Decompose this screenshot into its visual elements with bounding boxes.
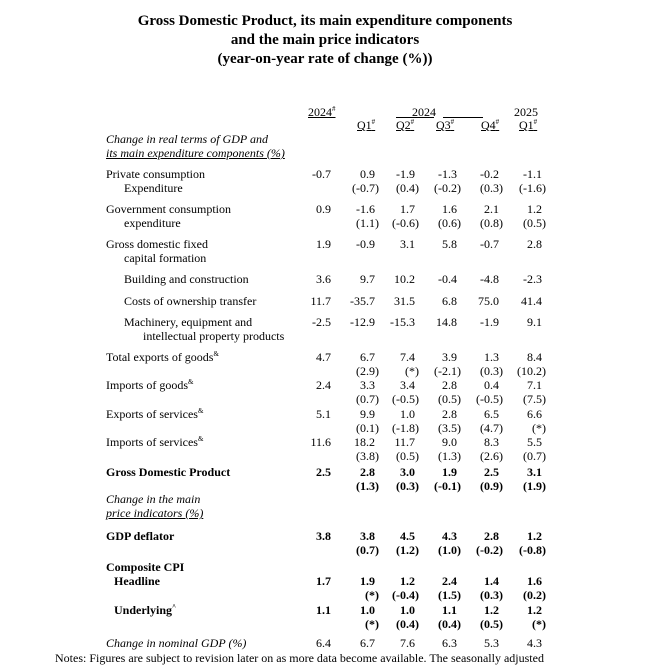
subcell-q1-2024: (0.7) (356, 543, 379, 557)
cell-annual-2024: 3.8 (316, 529, 331, 543)
cell-q1-2025: 8.4 (527, 350, 542, 364)
cell-q3-2024: -1.3 (438, 167, 457, 181)
subcell-q2-2024: (-0.5) (392, 392, 419, 406)
header-q1-2024: Q1# (357, 118, 376, 132)
cell-annual-2024: -2.5 (312, 315, 331, 329)
subcell-q3-2024: (0.6) (438, 216, 461, 230)
section-heading-real: Change in real terms of GDP and its main expenditure components (%) (106, 132, 285, 160)
cell-q4-2024: 2.5 (484, 465, 499, 479)
subcell-q1-2025: (1.9) (523, 479, 546, 493)
subcell-q1-2024: (2.9) (356, 364, 379, 378)
cell-annual-2024: 0.9 (316, 202, 331, 216)
cell-q3-2024: 5.8 (442, 237, 457, 251)
subcell-q1-2025: (*) (532, 421, 546, 435)
subcell-q4-2024: (4.7) (480, 421, 503, 435)
cell-q1-2024: -35.7 (350, 294, 375, 308)
cell-q3-2024: 1.1 (442, 603, 457, 617)
cell-q3-2024: 14.8 (436, 315, 457, 329)
cell-q1-2025: 1.2 (527, 202, 542, 216)
cell-q2-2024: 7.4 (400, 350, 415, 364)
subcell-q2-2024: (-0.4) (392, 588, 419, 602)
cell-annual-2024: 4.7 (316, 350, 331, 364)
row-label: Underlying^ (114, 603, 177, 617)
subcell-q1-2024: (0.7) (356, 392, 379, 406)
subcell-q1-2024: (0.1) (356, 421, 379, 435)
footnote: Notes: Figures are subject to revision later on as more data become available. The seasonally adjusted (55, 651, 544, 665)
cell-q2-2024: 1.2 (400, 574, 415, 588)
subcell-q3-2024: (1.0) (438, 543, 461, 557)
cell-q3-2024: 1.6 (442, 202, 457, 216)
header-year-2024-quarters: 2024 (412, 105, 436, 119)
cell-q1-2024: 2.8 (360, 465, 375, 479)
cell-q4-2024: -0.7 (480, 237, 499, 251)
cell-q1-2024: 6.7 (360, 636, 375, 650)
subcell-q4-2024: (0.3) (480, 588, 503, 602)
header-q2-2024: Q2# (396, 118, 415, 132)
cell-q2-2024: 11.7 (394, 435, 415, 449)
cell-q1-2025: 4.3 (527, 636, 542, 650)
subcell-q3-2024: (0.5) (438, 392, 461, 406)
row-label: Headline (114, 574, 161, 588)
cell-q3-2024: 2.4 (442, 574, 457, 588)
subcell-q3-2024: (-0.2) (434, 181, 461, 195)
cell-q4-2024: -1.9 (480, 315, 499, 329)
cell-q1-2025: 1.2 (527, 529, 542, 543)
cell-q1-2024: 0.9 (360, 167, 375, 181)
subcell-q1-2025: (0.2) (523, 588, 546, 602)
cell-annual-2024: 1.9 (316, 237, 331, 251)
cell-q1-2025: 6.6 (527, 407, 542, 421)
cell-q1-2025: 2.8 (527, 237, 542, 251)
subcell-q1-2025: (-0.8) (519, 543, 546, 557)
cell-q4-2024: 1.4 (484, 574, 499, 588)
row-label: expenditure (124, 216, 181, 230)
subcell-q2-2024: (-1.8) (392, 421, 419, 435)
cell-q3-2024: 6.8 (442, 294, 457, 308)
subcell-q4-2024: (0.3) (480, 364, 503, 378)
cell-q1-2025: 5.5 (527, 435, 542, 449)
cell-q2-2024: 10.2 (394, 272, 415, 286)
header-year-2024-annual: 2024# (308, 105, 336, 119)
cell-q1-2024: 3.3 (360, 378, 375, 392)
cell-q3-2024: 4.3 (442, 529, 457, 543)
row-label: capital formation (124, 251, 207, 265)
cell-annual-2024: 1.1 (316, 603, 331, 617)
subcell-q3-2024: (-0.1) (434, 479, 461, 493)
cell-annual-2024: 6.4 (316, 636, 331, 650)
cell-q1-2025: 1.2 (527, 603, 542, 617)
subcell-q1-2024: (1.1) (356, 216, 379, 230)
cell-q3-2024: 2.8 (442, 378, 457, 392)
row-label: Exports of services& (106, 407, 204, 421)
row-label: Gross domestic fixed (106, 237, 208, 251)
cell-q1-2024: 9.7 (360, 272, 375, 286)
cell-q1-2024: 1.0 (360, 603, 375, 617)
cell-q3-2024: 9.0 (442, 435, 457, 449)
header-rule-left (396, 117, 434, 118)
cell-q1-2025: -2.3 (523, 272, 542, 286)
row-label: Imports of services& (106, 435, 204, 449)
cell-annual-2024: 11.7 (310, 294, 331, 308)
cell-q3-2024: 3.9 (442, 350, 457, 364)
cell-q2-2024: 4.5 (400, 529, 415, 543)
cell-q4-2024: 1.2 (484, 603, 499, 617)
header-q4-2024: Q4# (481, 118, 500, 132)
subcell-q1-2024: (*) (365, 588, 379, 602)
title-line-2: and the main price indicators (230, 32, 420, 48)
cell-q3-2024: 2.8 (442, 407, 457, 421)
row-label: Costs of ownership transfer (124, 294, 257, 308)
cell-q2-2024: 7.6 (400, 636, 415, 650)
cell-q4-2024: 8.3 (484, 435, 499, 449)
subcell-q1-2025: (0.7) (523, 449, 546, 463)
subcell-q3-2024: (1.3) (438, 449, 461, 463)
title-line-1: Gross Domestic Product, its main expenditure components (137, 13, 513, 29)
cell-q1-2024: 6.7 (360, 350, 375, 364)
subcell-q1-2024: (*) (365, 617, 379, 631)
cell-q2-2024: 1.7 (400, 202, 415, 216)
cell-q1-2025: 9.1 (527, 315, 542, 329)
cell-q4-2024: -0.2 (480, 167, 499, 181)
row-label: Building and construction (124, 272, 249, 286)
subcell-q1-2025: (10.2) (517, 364, 546, 378)
cell-q3-2024: 1.9 (442, 465, 457, 479)
cell-q1-2025: 3.1 (527, 465, 542, 479)
subcell-q4-2024: (2.6) (480, 449, 503, 463)
cell-q1-2024: -12.9 (350, 315, 375, 329)
cell-q1-2024: 1.9 (360, 574, 375, 588)
cell-q1-2024: 9.9 (360, 407, 375, 421)
header-year-2025: 2025 (514, 105, 538, 119)
cell-q1-2025: 1.6 (527, 574, 542, 588)
subcell-q2-2024: (*) (405, 364, 419, 378)
cell-annual-2024: 11.6 (310, 435, 331, 449)
cell-q4-2024: 2.1 (484, 202, 499, 216)
cell-q1-2024: -0.9 (356, 237, 375, 251)
row-label: Change in nominal GDP (%) (106, 636, 247, 650)
row-label: Gross Domestic Product (106, 465, 231, 479)
subcell-q4-2024: (-0.2) (476, 543, 503, 557)
header-q3-2024: Q3# (436, 118, 455, 132)
subcell-q2-2024: (0.3) (396, 479, 419, 493)
subcell-q4-2024: (0.8) (480, 216, 503, 230)
cell-q4-2024: -4.8 (480, 272, 499, 286)
subcell-q2-2024: (0.4) (396, 181, 419, 195)
cell-annual-2024: 2.5 (316, 465, 331, 479)
subcell-q1-2025: (7.5) (523, 392, 546, 406)
subcell-q4-2024: (0.9) (480, 479, 503, 493)
row-label: Composite CPI (106, 560, 185, 574)
row-label: Private consumption (106, 167, 205, 181)
cell-annual-2024: 2.4 (316, 378, 331, 392)
subcell-q2-2024: (1.2) (396, 543, 419, 557)
cell-q1-2025: 41.4 (521, 294, 542, 308)
row-label: GDP deflator (106, 529, 175, 543)
cell-q1-2024: 3.8 (360, 529, 375, 543)
cell-q2-2024: -15.3 (390, 315, 415, 329)
subcell-q1-2024: (-0.7) (352, 181, 379, 195)
subcell-q1-2025: (*) (532, 617, 546, 631)
cell-q2-2024: 3.4 (400, 378, 415, 392)
row-label: Total exports of goods& (106, 350, 219, 364)
header-q1-2025: Q1# (519, 118, 538, 132)
subcell-q2-2024: (-0.6) (392, 216, 419, 230)
cell-q1-2025: -1.1 (523, 167, 542, 181)
cell-q1-2024: 18.2 (354, 435, 375, 449)
subcell-q2-2024: (0.5) (396, 449, 419, 463)
subcell-q1-2024: (3.8) (356, 449, 379, 463)
subcell-q4-2024: (-0.5) (476, 392, 503, 406)
cell-q4-2024: 1.3 (484, 350, 499, 364)
subcell-q1-2024: (1.3) (356, 479, 379, 493)
cell-q2-2024: 1.0 (400, 603, 415, 617)
cell-annual-2024: 1.7 (316, 574, 331, 588)
cell-annual-2024: -0.7 (312, 167, 331, 181)
row-label: Machinery, equipment and (124, 315, 253, 329)
row-label: Government consumption (106, 202, 231, 216)
subcell-q2-2024: (0.4) (396, 617, 419, 631)
subcell-q1-2025: (0.5) (523, 216, 546, 230)
cell-q3-2024: 6.3 (442, 636, 457, 650)
cell-annual-2024: 5.1 (316, 407, 331, 421)
cell-q4-2024: 2.8 (484, 529, 499, 543)
cell-annual-2024: 3.6 (316, 272, 331, 286)
subcell-q1-2025: (-1.6) (519, 181, 546, 195)
subcell-q3-2024: (1.5) (438, 588, 461, 602)
cell-q2-2024: 1.0 (400, 407, 415, 421)
cell-q2-2024: -1.9 (396, 167, 415, 181)
cell-q4-2024: 0.4 (484, 378, 499, 392)
subcell-q3-2024: (-2.1) (434, 364, 461, 378)
row-label: Imports of goods& (106, 378, 194, 392)
cell-q4-2024: 5.3 (484, 636, 499, 650)
subcell-q3-2024: (0.4) (438, 617, 461, 631)
cell-q2-2024: 31.5 (394, 294, 415, 308)
header-rule-right (443, 117, 483, 118)
subcell-q4-2024: (0.5) (480, 617, 503, 631)
cell-q4-2024: 75.0 (478, 294, 499, 308)
cell-q1-2024: -1.6 (356, 202, 375, 216)
cell-q2-2024: 3.0 (400, 465, 415, 479)
section-heading-price: Change in the main price indicators (%) (106, 492, 204, 520)
table-title (0, 12, 650, 69)
cell-q2-2024: 3.1 (400, 237, 415, 251)
row-label: Expenditure (124, 181, 183, 195)
cell-q4-2024: 6.5 (484, 407, 499, 421)
subcell-q3-2024: (3.5) (438, 421, 461, 435)
row-label: intellectual property products (143, 329, 285, 343)
subcell-q4-2024: (0.3) (480, 181, 503, 195)
cell-q3-2024: -0.4 (438, 272, 457, 286)
title-line-3: (year-on-year rate of change (%)) (217, 51, 433, 67)
cell-q1-2025: 7.1 (527, 378, 542, 392)
